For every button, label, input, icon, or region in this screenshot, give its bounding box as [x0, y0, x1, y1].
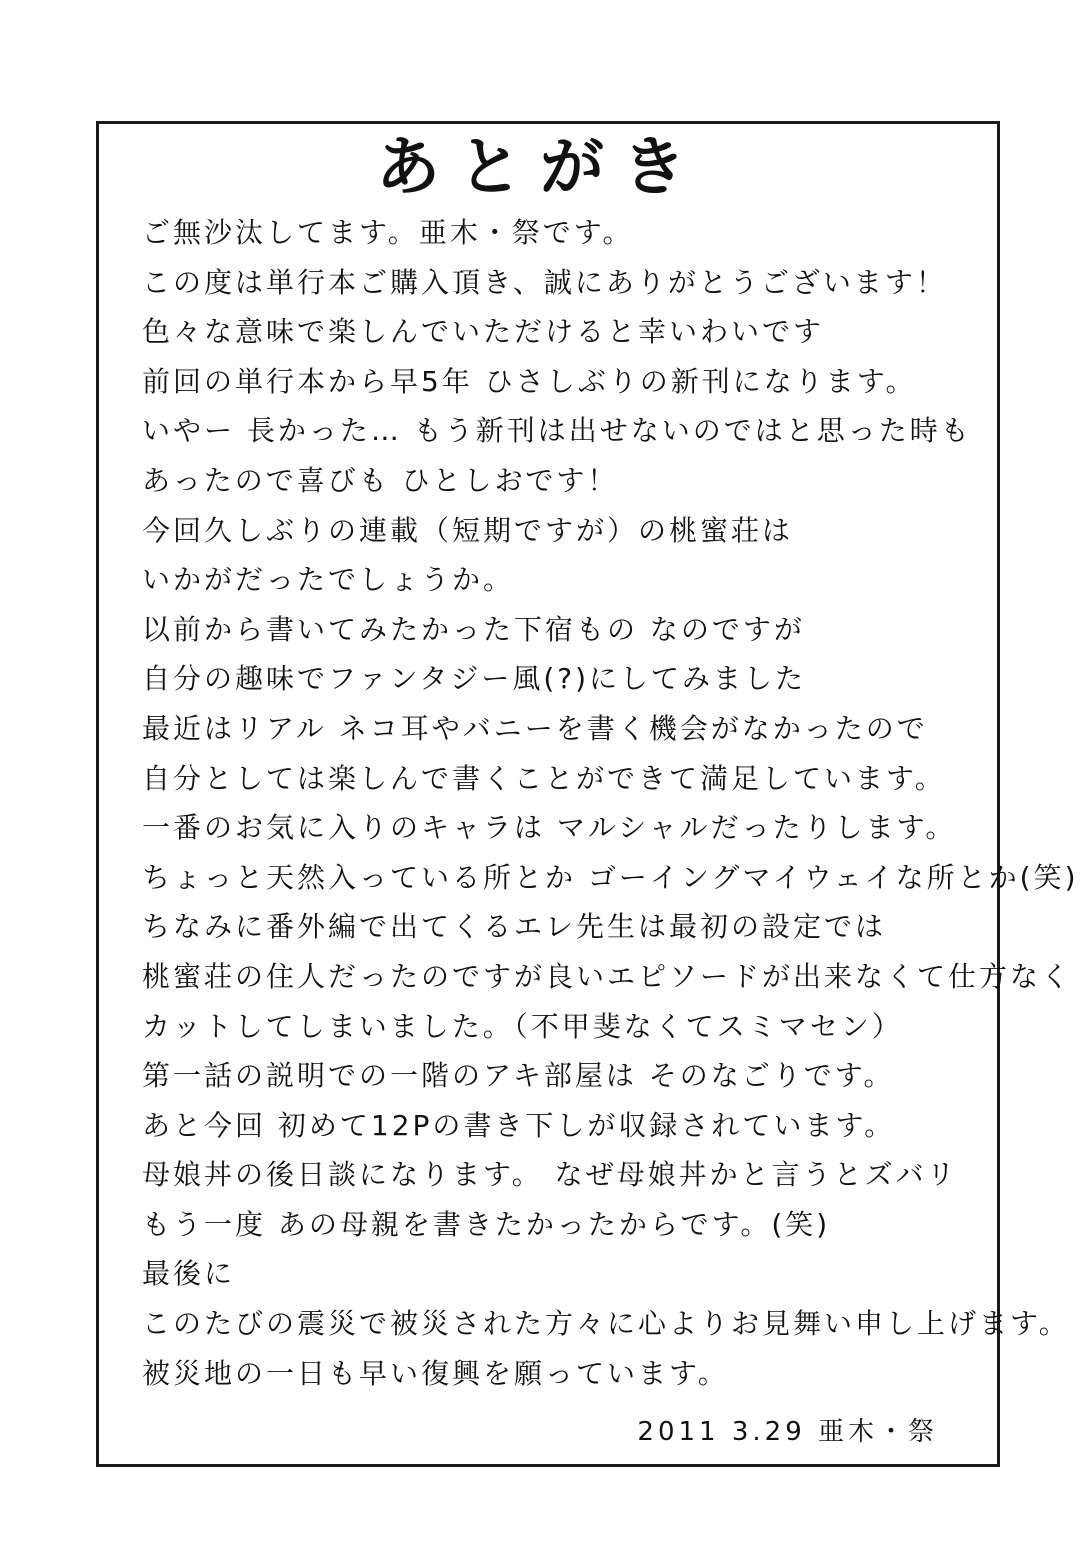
text-line: 自分の趣味でファンタジー風(?)にしてみました [142, 662, 807, 696]
text-line: 最近はリアル ネコ耳やバニーを書く機会がなかったので [142, 711, 928, 745]
text-line: 最後に [142, 1257, 236, 1291]
text-line: この度は単行本ご購入頂き、誠にありがとうございます！ [142, 265, 947, 299]
text-line: 以前から書いてみたかった下宿もの なのですが [142, 612, 805, 646]
text-line: 前回の単行本から早5年 ひさしぶりの新刊になります。 [142, 364, 917, 398]
page-title: あとがき [376, 131, 704, 205]
text-line: 第一話の説明での一階のアキ部屋は そのなごりです。 [142, 1059, 895, 1093]
text-line: 色々な意味で楽しんでいただけると幸いわいです [142, 315, 825, 349]
text-line: いやー 長かった… もう新刊は出せないのではと思った時も [142, 414, 972, 448]
text-line: 一番のお気に入りのキャラは マルシャルだったりします。 [142, 811, 957, 845]
text-line: カットしてしまいました。（不甲斐なくてスミマセン） [142, 1009, 903, 1043]
text-line: 母娘丼の後日談になります。 なぜ母娘丼かと言うとズバリ [142, 1158, 958, 1192]
afterword-body [142, 208, 1079, 1398]
text-line: 桃蜜荘の住人だったのですが良いエピソードが出来なくて仕方なく [142, 959, 1073, 993]
text-line: いかがだったでしょうか。 [142, 563, 515, 597]
date-signature: 2011 3.29 亜木・祭 [637, 1417, 938, 1447]
text-line: あと今回 初めて12Pの書き下しが収録されています。 [142, 1108, 896, 1142]
text-line: このたびの震災で被災された方々に心よりお見舞い申し上げます。 [142, 1307, 1070, 1341]
text-line: 自分としては楽しんで書くことができて満足しています。 [142, 761, 946, 795]
text-line: もう一度 あの母親を書きたかったからです。(笑) [142, 1207, 831, 1241]
text-line: ご無沙汰してます。亜木・祭です。 [142, 216, 634, 249]
text-line: 今回久しぶりの連載（短期ですが）の桃蜜荘は [142, 513, 794, 547]
text-line: 被災地の一日も早い復興を願っています。 [142, 1356, 729, 1390]
text-line: ちょっと天然入っている所とか ゴーイングマイウェイな所とか(笑) [142, 860, 1079, 894]
text-line: あったので喜びも ひとしおです！ [142, 463, 619, 497]
text-line: ちなみに番外編で出てくるエレ先生は最初の設定では [142, 910, 887, 944]
